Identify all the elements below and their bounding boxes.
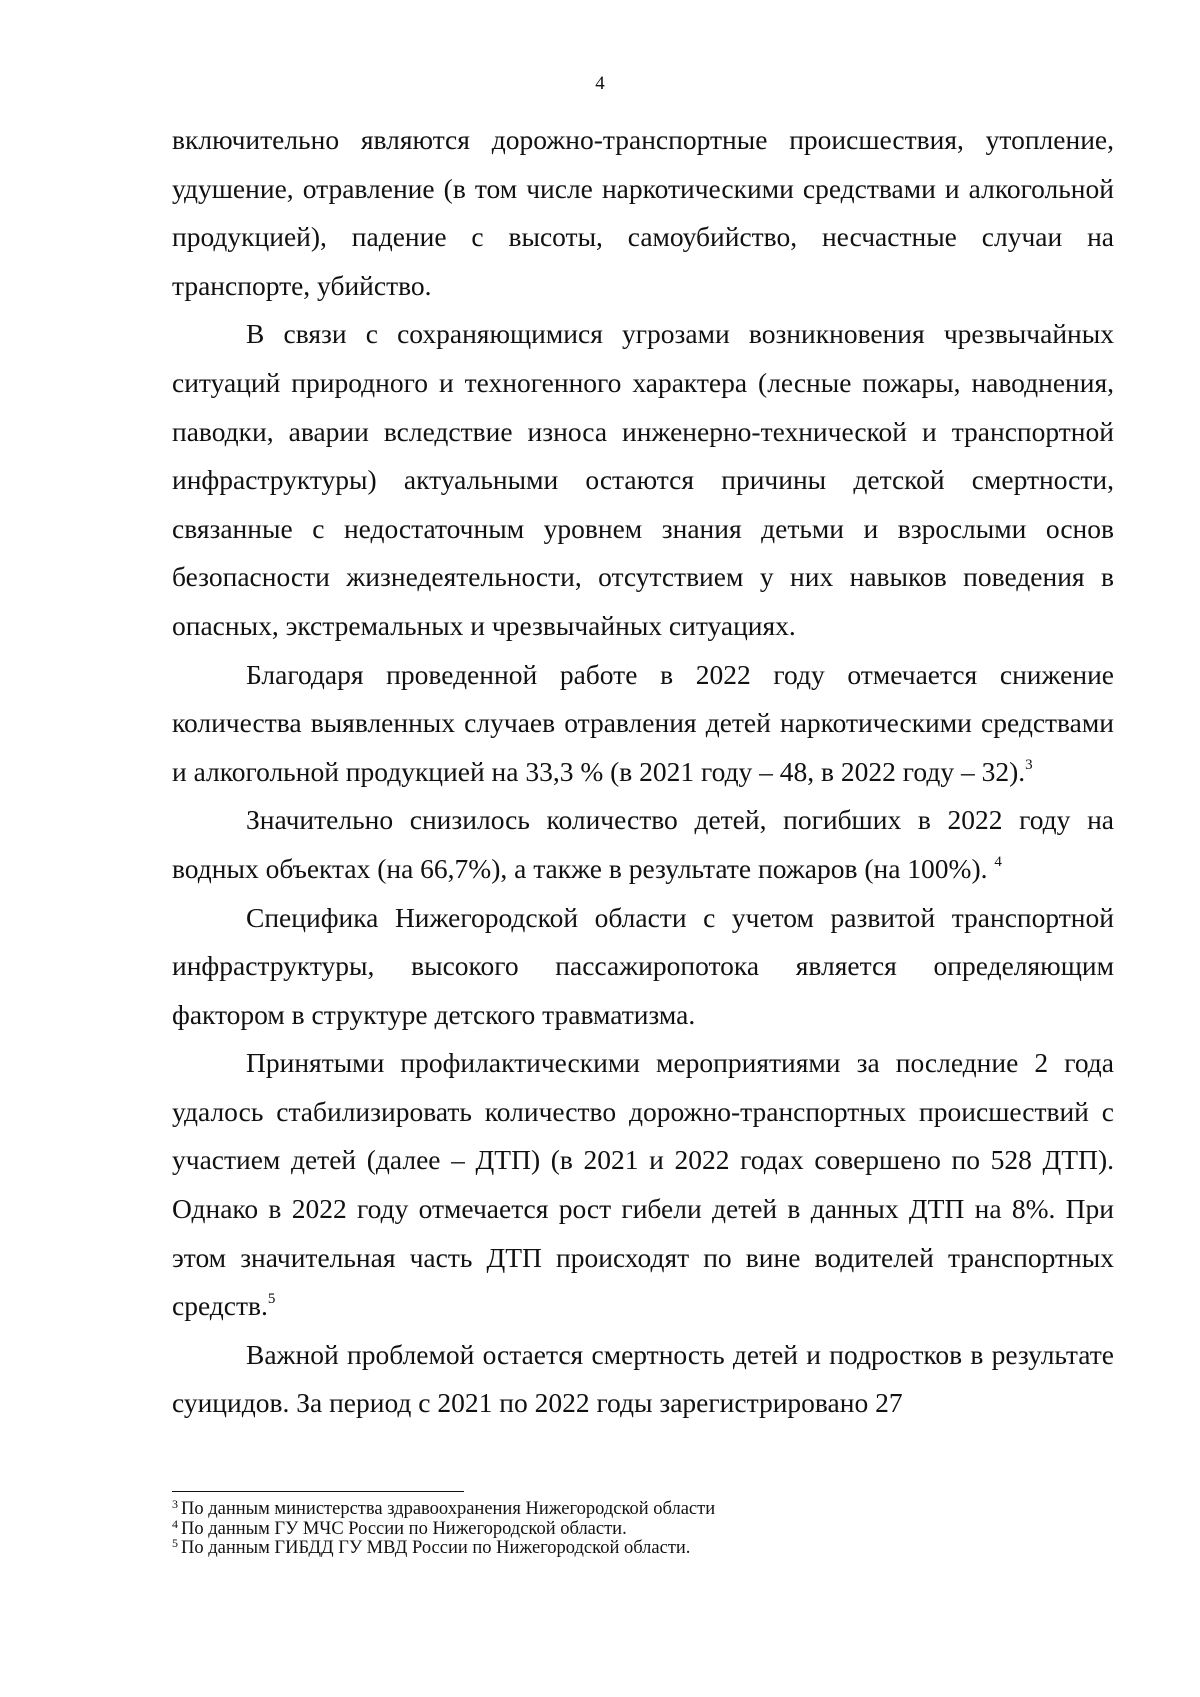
footnote-ref-3: 3 xyxy=(1025,756,1033,773)
footnotes xyxy=(172,1497,1114,1559)
paragraph-emergency-risks: В связи с сохраняющимися угрозами возникновения чрезвычайных ситуаций природного и техногенного характера (лесные пожары, наводнения, паводки, аварии вследствие износа инженерно-технической и транспортной инфраструктуры) актуальными остаются причины детской смертности, связанные с недостаточным уровнем знания детьми и взрослыми основ безопасности жизнедеятельности, отсутствием у них навыков поведения в опасных, экстремальных и чрезвычайных ситуациях. xyxy=(172,318,1114,641)
footnote-5: $^5$ По данным ГИБДД ГУ МВД России по Нижегородской области. xyxy=(172,1536,691,1558)
footnote-mark: 3 xyxy=(172,1497,178,1511)
footnote-mark: 4 xyxy=(172,1516,178,1531)
paragraph-water-fire-deaths: Значительно снизилось количество детей, погибших в 2022 году на водных объектах (на 66,7%), а также в результате пожаров (на 100%). $^4$ xyxy=(172,804,1114,884)
paragraph-suicides: Важной проблемой остается смертность детей и подростков в результате суицидов. За период с 2021 по 2022 годы зарегистрировано 27 xyxy=(172,1338,1114,1419)
footnote-mark: 5 xyxy=(172,1536,178,1550)
paragraph-road-accidents: Принятыми профилактическими мероприятиями за последние 2 года удалось стабилизировать количество дорожно-транспортных происшествий с участием детей (далее – ДТП) (в 2021 и 2022 годах совершено по 528 ДТП). Однако в 2022 году отмечается рост гибели детей в данных ДТП на 8%. При этом значительная часть ДТП происходят по вине водителей транспортных средств.$^5$ xyxy=(172,1047,1114,1322)
paragraph-region-specifics: Специфика Нижегородской области с учетом развитой транспортной инфраструктуры, высокого пассажиропотока является определяющим фактором в структуре детского травматизма. xyxy=(172,901,1114,1030)
document-body xyxy=(172,116,1114,1428)
paragraph-continuation: включительно являются дорожно-транспортные происшествия, утопление, удушение, отравление (в том числе наркотическими средствами и алкогольной продукцией), падение с высоты, самоубийство, несчастные случаи на транспорте, убийство. xyxy=(172,124,1114,301)
footnote-ref-5: 5 xyxy=(267,1291,276,1308)
footnote-3: $^3$ По данным министерства здравоохранения Нижегородской области xyxy=(172,1497,716,1519)
footnote-4: $^4$ По данным ГУ МЧС России по Нижегородской области. xyxy=(172,1516,627,1539)
paragraph-poisoning-decrease: Благодаря проведенной работе в 2022 году отмечается снижение количества выявленных случаев отравления детей наркотическими средствами и алкогольной продукцией на 33,3 % (в 2021 году – 48, в 2022 году – 32).$^3$ xyxy=(172,658,1114,787)
footnote-ref-4: 4 xyxy=(994,853,1002,870)
footnote-separator xyxy=(172,1491,464,1492)
page-number: 4 xyxy=(595,73,605,94)
